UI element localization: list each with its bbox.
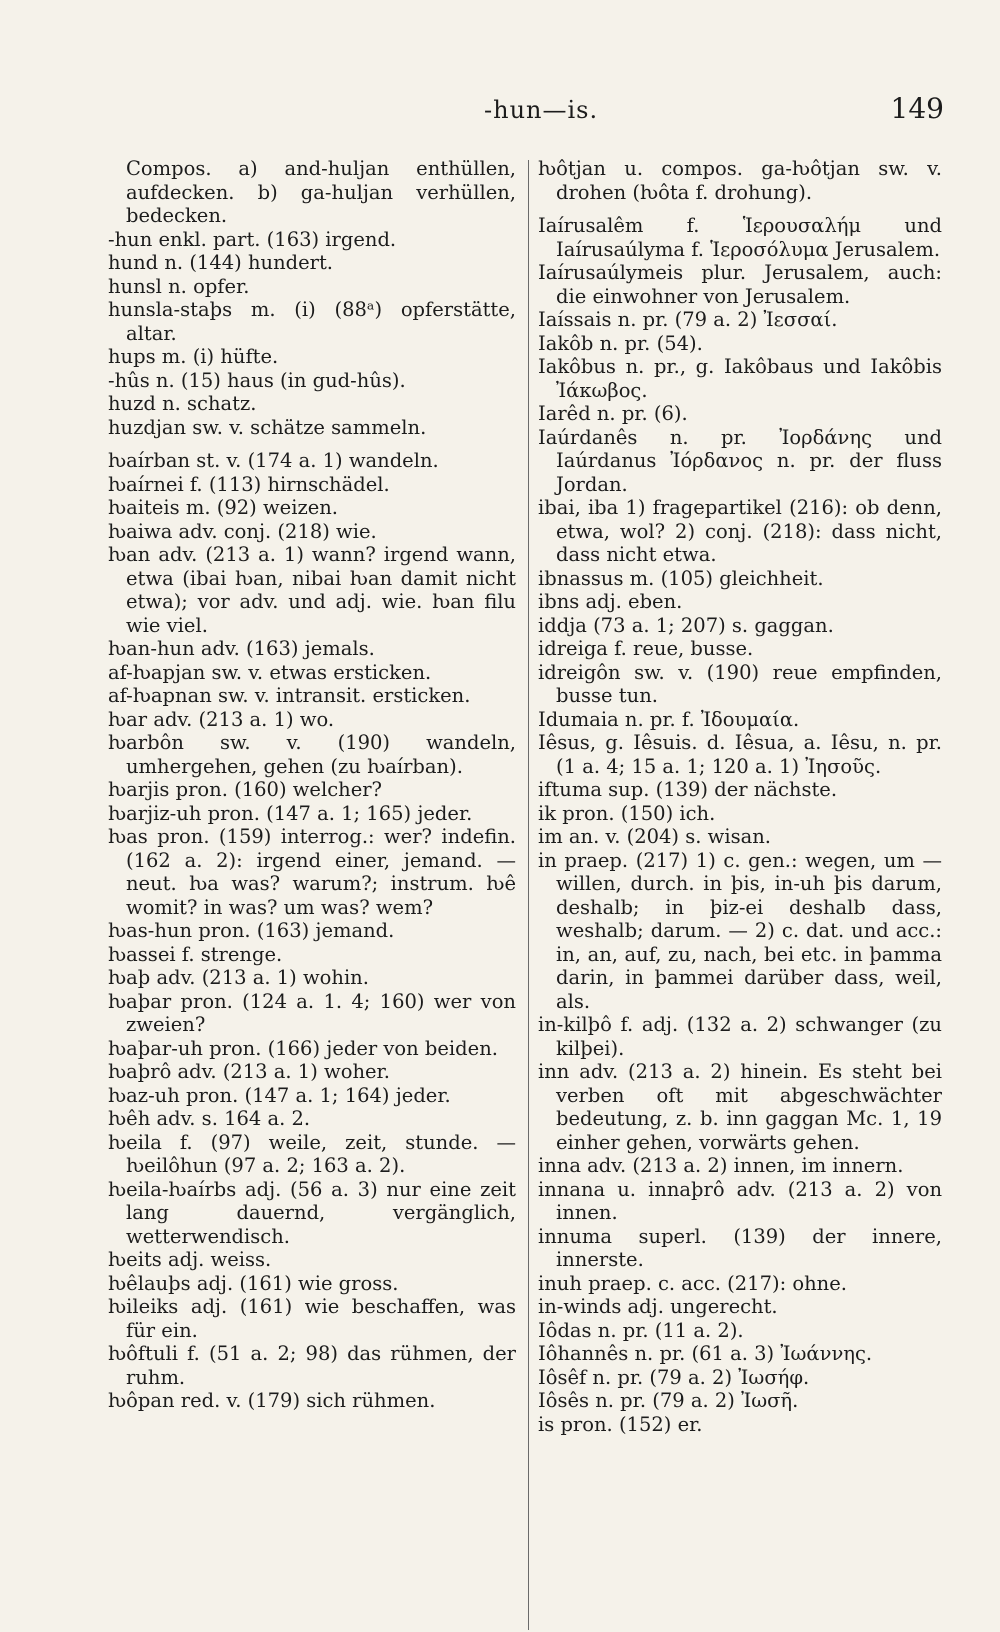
- running-head: [0, 92, 1000, 132]
- dictionary-entry: hups m. (i) hüfte.: [108, 345, 279, 368]
- dictionary-entry: huzd n. schatz.: [108, 392, 257, 415]
- dictionary-entry: af-ƕapjan sw. v. etwas ersticken.: [108, 660, 432, 684]
- dictionary-entry: -hûs n. (15) haus (in gud-hûs).: [108, 368, 406, 392]
- page-number: 149: [890, 92, 944, 125]
- dictionary-entry: Idumaia n. pr. f. Ἰδουμαία.: [538, 707, 800, 731]
- dictionary-entry: Iakôb n. pr. (54).: [538, 331, 703, 355]
- dictionary-entry: ƕarjis pron. (160) welcher?: [108, 778, 383, 801]
- dictionary-entry: inna adv. (213 a. 2) innen, im innern.: [538, 1154, 904, 1177]
- dictionary-entry: ƕassei f. strenge.: [108, 942, 283, 966]
- dictionary-entry: Iôdas n. pr. (11 a. 2).: [538, 1318, 744, 1342]
- dictionary-entry: idreiga f. reue, busse.: [538, 637, 754, 660]
- dictionary-entry: ƕaþar-uh pron. (166) jeder von beiden.: [108, 1036, 498, 1060]
- dictionary-entry: inuh praep. c. acc. (217): ohne.: [538, 1271, 847, 1295]
- dictionary-entry: idreigôn sw. v. (190) reue empfinden, busse tun.: [538, 660, 942, 707]
- column-divider: [528, 160, 529, 1630]
- dictionary-entry: ƕas-hun pron. (163) jemand.: [108, 919, 395, 942]
- dictionary-entry: im an. v. (204) s. wisan.: [538, 825, 771, 848]
- dictionary-entry: Compos. a) and-huljan enthüllen, aufdecken. b) ga-huljan verhüllen, bedecken.: [126, 157, 516, 227]
- dictionary-entry: af-ƕapnan sw. v. intransit. ersticken.: [108, 684, 471, 707]
- left-column: [108, 157, 516, 1413]
- dictionary-entry: ibai, iba 1) fragepartikel (216): ob denn, etwa, wol? 2) conj. (218): dass nicht, dass nicht etwa.: [538, 496, 942, 566]
- dictionary-entry: ƕôpan red. v. (179) sich rühmen.: [108, 1389, 436, 1412]
- dictionary-entry: iddja (73 a. 1; 207) s. gaggan.: [538, 613, 834, 637]
- dictionary-entry: inn adv. (213 a. 2) hinein. Es steht bei verben oft mit abgeschwächter bedeutung, z. b. inn gaggan Mc. 1, 19 einher gehen, vorwärts gehen.: [538, 1060, 942, 1154]
- dictionary-entry: in-kilþô f. adj. (132 a. 2) schwanger (zu kilþei).: [538, 1013, 942, 1060]
- dictionary-entry: innuma superl. (139) der innere, innerste.: [538, 1224, 942, 1271]
- dictionary-entry: Iaírusalêm f. Ἱερουσαλήμ und Iaírusaúlyma f. Ἱεροσόλυμα Jerusalem.: [538, 214, 942, 261]
- dictionary-entry: ƕôtjan u. compos. ga-ƕôtjan sw. v. drohen (ƕôta f. drohung).: [538, 157, 942, 204]
- dictionary-entry: iftuma sup. (139) der nächste.: [538, 778, 838, 801]
- right-column: [538, 157, 942, 1436]
- dictionary-entry: -hun enkl. part. (163) irgend.: [108, 227, 397, 251]
- dictionary-entry: Iaírusaúlymeis plur. Jerusalem, auch: die einwohner von Jerusalem.: [538, 261, 942, 308]
- dictionary-entry: huzdjan sw. v. schätze sammeln.: [108, 415, 427, 439]
- dictionary-entry: Iôsês n. pr. (79 a. 2) Ἰωσῆ.: [538, 1389, 799, 1412]
- dictionary-entry: hund n. (144) hundert.: [108, 251, 334, 274]
- dictionary-entry: ƕaþrô adv. (213 a. 1) woher.: [108, 1060, 390, 1083]
- dictionary-entry: is pron. (152) er.: [538, 1412, 703, 1436]
- dictionary-entry: ƕan adv. (213 a. 1) wann? irgend wann, etwa (ibai ƕan, nibai ƕan damit nicht etwa); vor adv. und adj. wie. ƕan filu wie viel.: [108, 543, 516, 637]
- dictionary-entry: innana u. innaþrô adv. (213 a. 2) von innen.: [538, 1177, 942, 1224]
- dictionary-entry: ƕaírban st. v. (174 a. 1) wandeln.: [108, 449, 439, 472]
- dictionary-entry: Iaúrdanês n. pr. Ἰορδάνης und Iaúrdanus Ἰόρδανος n. pr. der fluss Jordan.: [538, 425, 942, 496]
- dictionary-entry: Iakôbus n. pr., g. Iakôbaus und Iakôbis Ἰάκωβος.: [538, 355, 942, 402]
- dictionary-entry: ƕôftuli f. (51 a. 2; 98) das rühmen, der ruhm.: [108, 1342, 516, 1389]
- dictionary-entry: ƕaiteis m. (92) weizen.: [108, 496, 339, 519]
- dictionary-entry: Iaíssais n. pr. (79 a. 2) Ἰεσσαί.: [538, 308, 838, 331]
- dictionary-entry: ƕaþ adv. (213 a. 1) wohin.: [108, 966, 369, 989]
- dictionary-entry: ibnassus m. (105) gleichheit.: [538, 566, 824, 590]
- dictionary-entry: ƕar adv. (213 a. 1) wo.: [108, 707, 335, 731]
- dictionary-entry: ƕas pron. (159) interrog.: wer? indefin. (162 a. 2): irgend einer, jemand. — neut. ƕa was? warum?; instrum. ƕê womit? in was? um was? wem?: [108, 825, 516, 919]
- dictionary-entry: ƕileiks adj. (161) wie beschaffen, was für ein.: [108, 1295, 516, 1342]
- dictionary-entry: ƕêlauþs adj. (161) wie gross.: [108, 1271, 399, 1295]
- dictionary-entry: ik pron. (150) ich.: [538, 801, 716, 825]
- dictionary-entry: ƕaiwa adv. conj. (218) wie.: [108, 519, 377, 543]
- dictionary-entry: Iôsêf n. pr. (79 a. 2) Ἰωσήφ.: [538, 1365, 810, 1389]
- dictionary-entry: ƕeits adj. weiss.: [108, 1248, 272, 1271]
- dictionary-entry: ƕaírnei f. (113) hirnschädel.: [108, 472, 390, 496]
- dictionary-entry: in praep. (217) 1) c. gen.: wegen, um — willen, durch. in þis, in-uh þis darum, deshalb; in þiz-ei deshalb dass, weshalb; darum. — 2) c. dat. und acc.: in, an, auf, zu, nach, bei etc. in þamma darin, in þammei darüber dass, weil, als.: [538, 848, 942, 1013]
- dictionary-entry: Iêsus, g. Iêsuis. d. Iêsua, a. Iêsu, n. pr. (1 a. 4; 15 a. 1; 120 a. 1) Ἰησοῦς.: [538, 731, 942, 778]
- dictionary-entry: ƕaz-uh pron. (147 a. 1; 164) jeder.: [108, 1083, 451, 1107]
- dictionary-entry: ƕaþar pron. (124 a. 1. 4; 160) wer von zweien?: [108, 989, 516, 1036]
- dictionary-entry: ƕêh adv. s. 164 a. 2.: [108, 1107, 311, 1130]
- dictionary-entry: in-winds adj. ungerecht.: [538, 1295, 778, 1318]
- dictionary-entry: Iôhannês n. pr. (61 a. 3) Ἰωάννης.: [538, 1342, 873, 1365]
- dictionary-entry: ƕan-hun adv. (163) jemals.: [108, 637, 375, 660]
- dictionary-entry: ƕeila-ƕaírbs adj. (56 a. 3) nur eine zeit lang dauernd, vergänglich, wetterwendisch.: [108, 1177, 516, 1248]
- dictionary-entry: hunsla-staþs m. (i) (88ᵃ) opferstätte, altar.: [108, 298, 516, 345]
- dictionary-entry: Iarêd n. pr. (6).: [538, 402, 688, 425]
- dictionary-entry: hunsl n. opfer.: [108, 274, 250, 298]
- dictionary-entry: ƕeila f. (97) weile, zeit, stunde. — ƕeilôhun (97 a. 2; 163 a. 2).: [108, 1130, 516, 1177]
- page-header-title: -hun—is.: [484, 96, 599, 124]
- dictionary-entry: ƕarbôn sw. v. (190) wandeln, umhergehen, gehen (zu ƕaírban).: [108, 731, 516, 778]
- dictionary-entry: ƕarjiz-uh pron. (147 a. 1; 165) jeder.: [108, 801, 473, 825]
- dictionary-entry: ibns adj. eben.: [538, 590, 683, 613]
